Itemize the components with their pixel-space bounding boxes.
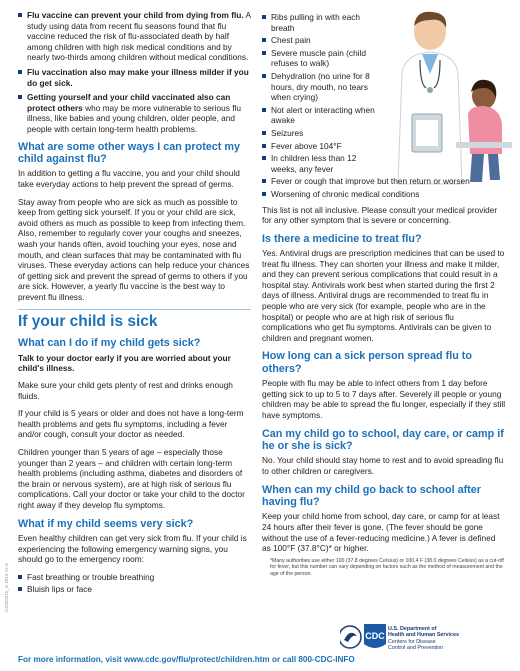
warning-signs-list-left — [18, 572, 251, 595]
list-item: Bluish lips or face — [18, 584, 251, 595]
bullet-bold-text: Flu vaccination also may make your illness milder if you do get sick. — [27, 66, 249, 88]
medicine-heading: Is there a medicine to treat flu? — [262, 232, 422, 245]
warning-signs-list-right-wide — [262, 176, 506, 199]
list-item: In children less than 12 weeks, any fever — [262, 153, 382, 174]
list-item: Fever or cough that improve but then return or worsen — [262, 176, 506, 187]
bullet-bold-text: Getting yourself and your child vaccinated also can protect others — [27, 92, 231, 113]
hhs-line-2: Health and Human Services — [388, 632, 460, 639]
more-info-footer: For more information, visit www.cdc.gov/flu/protect/children.htm or call 800-CDC-INFO — [18, 655, 355, 664]
list-item: Fever above 104°F — [262, 141, 382, 152]
hhs-eagle-logo — [340, 626, 361, 648]
cdc-logo — [364, 624, 386, 648]
back-to-school-paragraph: Keep your child home from school, day care, or camp for at least 24 hours after their fever is gone. (The fever should be gone without the use of a fever-reducing medicine.) A fever is defined as 100°F (37.8°C)* or higher. — [262, 511, 500, 554]
very-sick-paragraph: Even healthy children can get very sick from flu. If your child is experiencing the following emergency warning signs, you should go to the emergency room: — [18, 533, 247, 565]
if-child-sick-heading: If your child is sick — [18, 309, 251, 331]
high-risk-paragraph: Children younger than 5 years of age – especially those younger than 2 years – and children with certain long-term health problems (including asthma, diabetes and disorders of the brain or nervous system), are at high risk of serious flu complications. Call your doctor or take your child to the doctor right away if they develop flu symptoms. — [18, 447, 245, 510]
spread-paragraph: People with flu may be able to infect others from 1 day before getting sick to up to 5 to 7 days after. Severely ill people or young children may be able to spread the flu longer, especially if they still have symptoms. — [262, 378, 506, 421]
spread-heading: How long can a sick person spread flu to others? — [262, 350, 472, 375]
bullet-text: A study using data from recent flu seasons found that flu vaccine reduced the risk of flu-associated death by half among children with high risk medical conditions and by nearly two-thirds among children without medical conditions. — [27, 10, 251, 63]
talk-to-doctor-lead: Talk to your doctor early if you are worried about your child's illness. — [18, 352, 231, 374]
hhs-line-1: U.S. Department of — [388, 626, 437, 632]
hhs-cdc-text — [388, 626, 459, 652]
list-item — [18, 10, 251, 63]
right-column — [262, 12, 506, 577]
medicine-paragraph: Yes. Antiviral drugs are prescription medicines that can be used to treat flu illness. They can shorten your illness and make it milder, and they can prevent serious complications that could result in a hospital stay. Antivirals work best when started during the first 2 days of illness. Antiviral drugs are recommended to treat flu in people who are very sick (for example, people who are in the hospital) or people who are at high risk of serious flu complications who get flu symptoms. Antivirals can be given to children and pregnant women. — [262, 248, 505, 343]
list-item: Seizures — [262, 128, 382, 139]
list-item — [18, 92, 251, 134]
warning-signs-list-right — [262, 12, 382, 174]
intro-bullet-list — [18, 10, 251, 135]
other-ways-paragraph-2: Stay away from people who are sick as much as possible to keep from getting sick yourself. If you or your child are sick, avoid others as much as possible to keep from infecting them. Also, remember to regularly cover your coughs and sneezes, wash your hands often, avoid touching your eyes, nose and mouth, and clean surfaces that may be contaminated with flu viruses. These everyday actions can help reduce your chances of getting sick and prevent the spread of germs to others if you are sick. However, a yearly flu vaccine is the best way to prevent flu illness. — [18, 196, 250, 302]
very-sick-heading: What if my child seems very sick? — [18, 517, 194, 530]
other-ways-paragraph-1: In addition to getting a flu vaccine, you and your child should take everyday actions to help prevent the spread of germs. — [18, 168, 240, 189]
left-column — [18, 10, 251, 597]
other-ways-heading: What are some other ways I can protect my child against flu? — [18, 140, 241, 165]
five-years-paragraph: If your child is 5 years or older and does not have a long-term health problems and gets flu symptoms, including a fever and/or cough, consult your doctor as needed. — [18, 408, 244, 440]
document-code: CS303315_G 2019-11-8 — [4, 563, 9, 612]
what-can-i-do-heading: What can I do if my child gets sick? — [18, 337, 201, 350]
list-item: Severe muscle pain (child refuses to walk) — [262, 48, 382, 69]
list-item: Ribs pulling in with each breath — [262, 12, 382, 33]
list-item: Worsening of chronic medical conditions — [262, 189, 506, 200]
list-item: Not alert or interacting when awake — [262, 105, 382, 126]
cdc-line-1: Centers for Disease — [388, 638, 436, 645]
school-sick-heading: Can my child go to school, day care, or camp if he or she is sick? — [262, 427, 504, 453]
rest-fluids-paragraph: Make sure your child gets plenty of rest and drinks enough fluids. — [18, 380, 233, 401]
bullet-text: who may be more vulnerable to serious flu illness, like babies and young children, older people, and people with certain long-term health problems. — [27, 102, 241, 134]
list-item: Dehydration (no urine for 8 hours, dry mouth, no tears when crying) — [262, 71, 382, 103]
fever-footnote: *Many authorities use either 100 (37.8 degrees Celsius) or 100.4 F (38.0 degrees Celsius) as a cut-off for fever, but this number can vary depending on factors such as the method of measurement and the age of the person. — [270, 557, 504, 577]
back-to-school-heading: When can my child go back to school after having flu? — [262, 483, 481, 509]
bullet-bold-text: Flu vaccine can prevent your child from dying from flu. — [27, 10, 244, 20]
list-item: Chest pain — [262, 35, 382, 46]
cdc-line-2: Control and Prevention — [388, 645, 444, 652]
list-item: Fast breathing or trouble breathing — [18, 572, 251, 583]
not-inclusive-paragraph: This list is not all inclusive. Please consult your medical provider for any other symptom that is severe or concerning. — [262, 204, 498, 226]
school-sick-paragraph: No. Your child should stay home to rest and to avoid spreading flu to other children or caregivers. — [262, 455, 504, 477]
cdc-logo-text: CDC — [365, 631, 385, 641]
list-item — [18, 67, 251, 88]
